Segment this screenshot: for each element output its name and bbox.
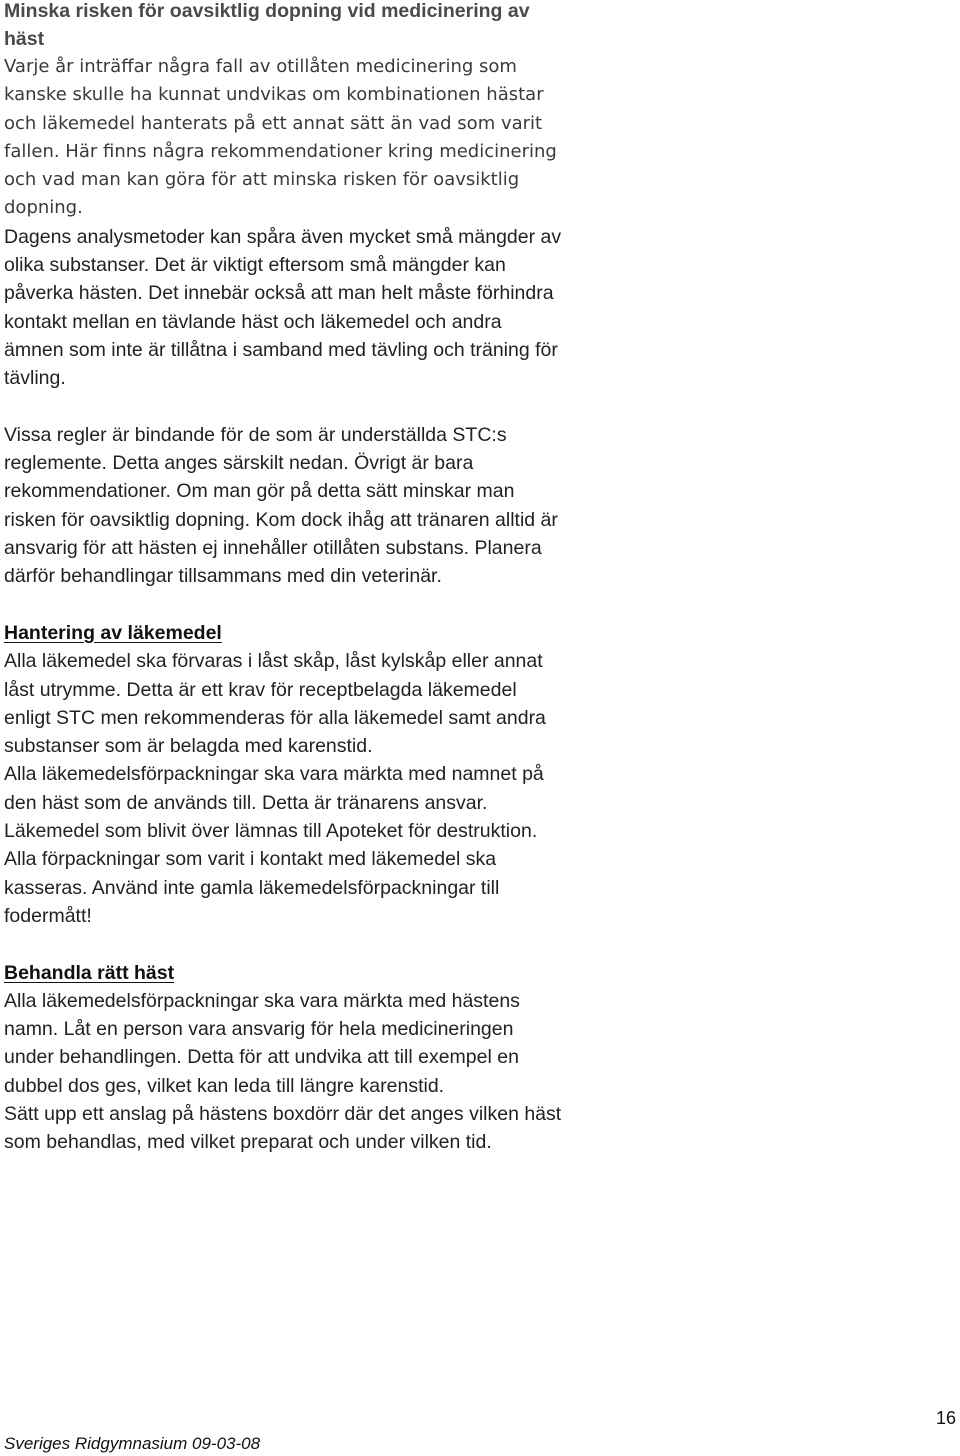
- document-title: Minska risken för oavsiktlig dopning vid medicinering av häst: [4, 0, 530, 50]
- document-page: [4, 0, 564, 1157]
- section1-paragraph-2: Alla läkemedelsförpackningar ska vara märkta med namnet på den häst som de används till. Detta är tränarens ansvar.: [4, 763, 544, 814]
- spacer: [4, 930, 564, 958]
- section2-paragraph-1: Alla läkemedelsförpackningar ska vara märkta med hästens namn. Låt en person vara ansvarig för hela medicineringen under behandlingen. Detta för att undvika att till exempel en dubbel dos ges, vilket kan leda till längre karenstid.: [4, 989, 520, 1097]
- footer-source: Sveriges Ridgymnasium 09-03-08: [4, 1434, 261, 1453]
- intro-paragraph-2: Dagens analysmetoder kan spåra även mycket små mängder av olika substanser. Det är viktigt eftersom små mängder kan påverka hästen. Det innebär också att man helt måste förhindra kontakt mellan en tävlande häst och läkemedel och andra ämnen som inte är tillåtna i samband med tävling och träning för tävling.: [4, 225, 562, 390]
- intro-paragraph-1: Varje år inträffar några fall av otillåten medicinering som kanske skulle ha kunnat undvikas om kombinationen hästar och läkemedel hanterats på ett annat sätt än vad som varit fallen. Här finns några rekommendationer kring medicinering och vad man kan göra för att minska risken för oavsiktlig dopning.: [4, 56, 557, 219]
- page-number: 16: [935, 1408, 956, 1428]
- section1-paragraph-3: Läkemedel som blivit över lämnas till Apoteket för destruktion.: [4, 820, 538, 843]
- section1-paragraph-4: Alla förpackningar som varit i kontakt med läkemedel ska kasseras. Använd inte gamla läkemedelsförpackningar till fodermått!: [4, 848, 500, 927]
- spacer: [4, 591, 564, 619]
- spacer: [4, 393, 564, 421]
- section-heading-hantering: Hantering av läkemedel: [4, 621, 222, 644]
- rules-paragraph: Vissa regler är bindande för de som är underställda STC:s reglemente. Detta anges särskilt nedan. Övrigt är bara rekommendationer. Om man gör på detta sätt minskar man risken för oavsiktlig dopning. Kom dock ihåg att tränaren alltid är ansvarig för att hästen ej innehåller otillåten substans. Planera därför behandlingar tillsammans med din veterinär.: [4, 423, 558, 588]
- section-heading-behandla: Behandla rätt häst: [4, 961, 175, 984]
- section1-paragraph-1: Alla läkemedel ska förvaras i låst skåp, låst kylskåp eller annat låst utrymme. Detta är ett krav för receptbelagda läkemedel enligt STC men rekommenderas för alla läkemedel samt andra substanser som är belagda med karenstid.: [4, 650, 546, 758]
- section2-paragraph-2: Sätt upp ett anslag på hästens boxdörr där det anges vilken häst som behandlas, med vilket preparat och under vilken tid.: [4, 1102, 562, 1154]
